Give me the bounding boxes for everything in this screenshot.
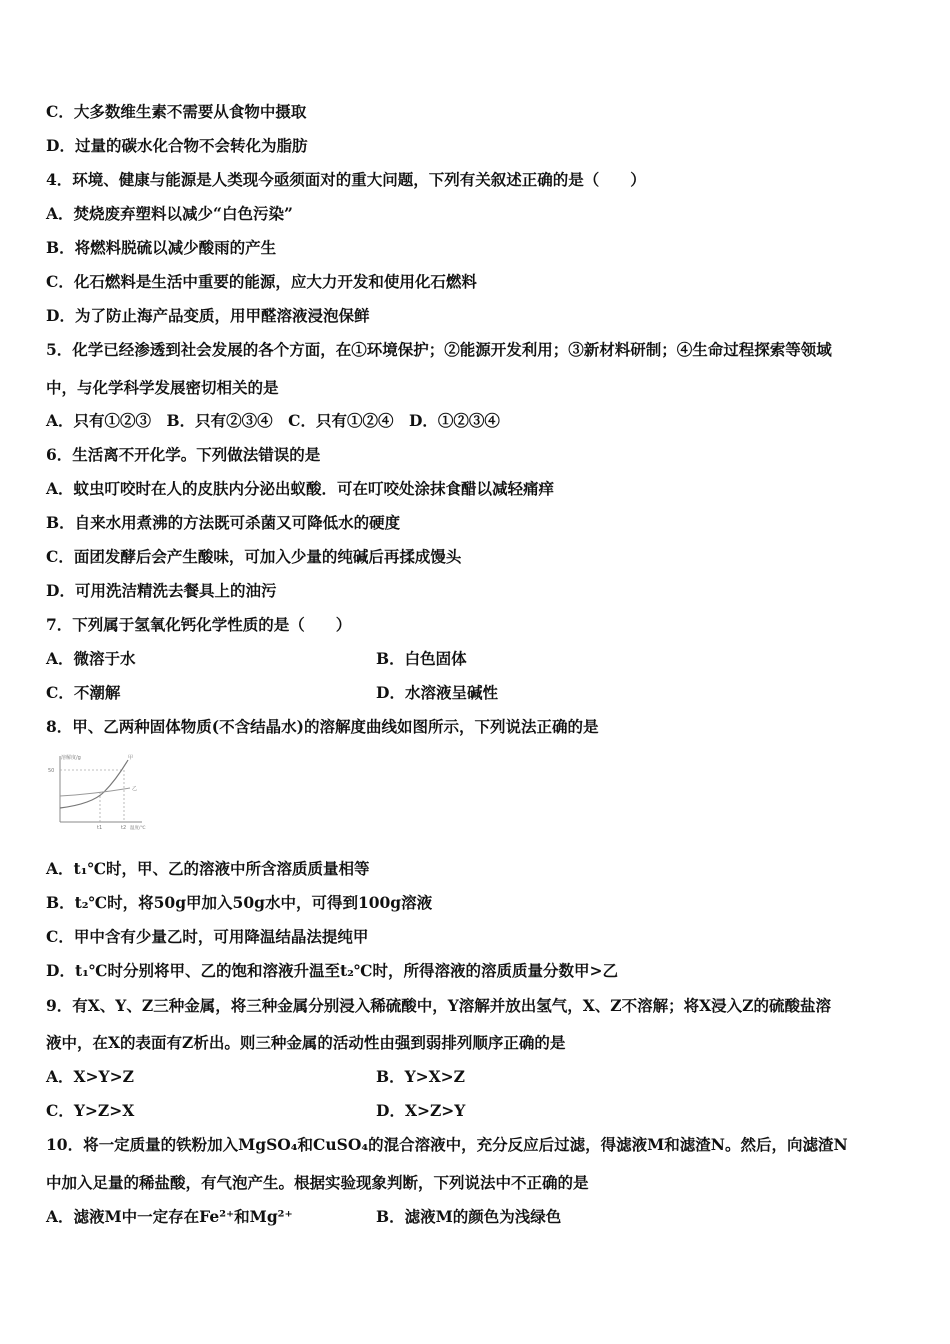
q4-stem: 4．环境、健康与能源是人类现今亟须面对的重大问题，下列有关叙述正确的是（ ） bbox=[46, 170, 646, 189]
tick-50: 50 bbox=[48, 768, 55, 774]
q6-stem: 6．生活离不开化学。下列做法错误的是 bbox=[46, 445, 321, 464]
q10-option-b: B．滤液M的颜色为浅绿色 bbox=[376, 1207, 562, 1226]
curve-jia bbox=[60, 760, 128, 808]
q4-option-c: C．化石燃料是生活中重要的能源，应大力开发和使用化石燃料 bbox=[46, 272, 477, 291]
q8-option-b: B．t₂℃时，将50g甲加入50g水中，可得到100g溶液 bbox=[46, 893, 433, 912]
q6-option-b: B．自来水用煮沸的方法既可杀菌又可降低水的硬度 bbox=[46, 513, 401, 532]
q7-option-a: A．微溶于水 bbox=[46, 649, 136, 668]
solubility-curve-figure bbox=[44, 750, 148, 832]
q5-stem-2: 中，与化学科学发展密切相关的是 bbox=[46, 378, 279, 397]
q7-option-d: D．水溶液呈碱性 bbox=[376, 683, 498, 702]
q9-stem-2: 液中，在X的表面有Z析出。则三种金属的活动性由强到弱排列顺序正确的是 bbox=[46, 1033, 566, 1052]
curve-label-jia: 甲 bbox=[128, 755, 134, 761]
q7-option-b: B．白色固体 bbox=[376, 649, 467, 668]
q10-stem-1: 10．将一定质量的铁粉加入MgSO₄和CuSO₄的混合溶液中，充分反应后过滤，得滤液M和滤渣N。然后，向滤渣N bbox=[46, 1135, 848, 1154]
tick-t1: t1 bbox=[97, 825, 103, 831]
q9-option-a: A．X>Y>Z bbox=[46, 1067, 134, 1086]
q4-option-d: D．为了防止海产品变质，用甲醛溶液浸泡保鲜 bbox=[46, 306, 370, 325]
line-1: D．过量的碳水化合物不会转化为脂肪 bbox=[46, 136, 308, 155]
q4-option-a: A．焚烧废弃塑料以减少“白色污染” bbox=[46, 204, 293, 223]
q8-option-d: D．t₁℃时分别将甲、乙的饱和溶液升温至t₂℃时，所得溶液的溶质质量分数甲>乙 bbox=[46, 961, 618, 980]
q8-option-c: C．甲中含有少量乙时，可用降温结晶法提纯甲 bbox=[46, 927, 369, 946]
q8-stem: 8．甲、乙两种固体物质(不含结晶水)的溶解度曲线如图所示，下列说法正确的是 bbox=[46, 717, 599, 736]
q10-stem-2: 中加入足量的稀盐酸，有气泡产生。根据实验现象判断，下列说法中不正确的是 bbox=[46, 1173, 589, 1192]
curve-yi bbox=[60, 788, 130, 796]
q8-option-a: A．t₁℃时，甲、乙的溶液中所含溶质质量相等 bbox=[46, 859, 370, 878]
tick-t2: t2 bbox=[121, 825, 127, 831]
q7-stem: 7．下列属于氢氧化钙化学性质的是（ ） bbox=[46, 615, 352, 634]
q10-option-a: A．滤液M中一定存在Fe²⁺和Mg²⁺ bbox=[46, 1207, 293, 1226]
x-axis-label: 温度/℃ bbox=[130, 826, 146, 831]
q4-option-b: B．将燃料脱硫以减少酸雨的产生 bbox=[46, 238, 277, 257]
q6-option-a: A．蚊虫叮咬时在人的皮肤内分泌出蚁酸．可在叮咬处涂抹食醋以减轻痛痒 bbox=[46, 479, 555, 498]
q6-option-c: C．面团发酵后会产生酸味，可加入少量的纯碱后再揉成馒头 bbox=[46, 547, 462, 566]
curve-label-yi: 乙 bbox=[132, 786, 138, 792]
q9-option-c: C．Y>Z>X bbox=[46, 1101, 135, 1120]
y-axis-label: 溶解度/g bbox=[61, 755, 81, 761]
q5-options: A．只有①②③ B．只有②③④ C．只有①②④ D．①②③④ bbox=[46, 411, 500, 430]
q7-option-c: C．不潮解 bbox=[46, 683, 121, 702]
q9-option-d: D．X>Z>Y bbox=[376, 1101, 466, 1120]
line-0: C．大多数维生素不需要从食物中摄取 bbox=[46, 102, 307, 121]
q9-stem-1: 9．有X、Y、Z三种金属，将三种金属分别浸入稀硫酸中，Y溶解并放出氢气，X、Z不溶解；将X浸入Z的硫酸盐溶 bbox=[46, 996, 831, 1015]
q9-option-b: B．Y>X>Z bbox=[376, 1067, 465, 1086]
q5-stem-1: 5．化学已经渗透到社会发展的各个方面，在①环境保护；②能源开发利用；③新材料研制；④生命过程探索等领域 bbox=[46, 340, 832, 359]
q6-option-d: D．可用洗洁精洗去餐具上的油污 bbox=[46, 581, 277, 600]
